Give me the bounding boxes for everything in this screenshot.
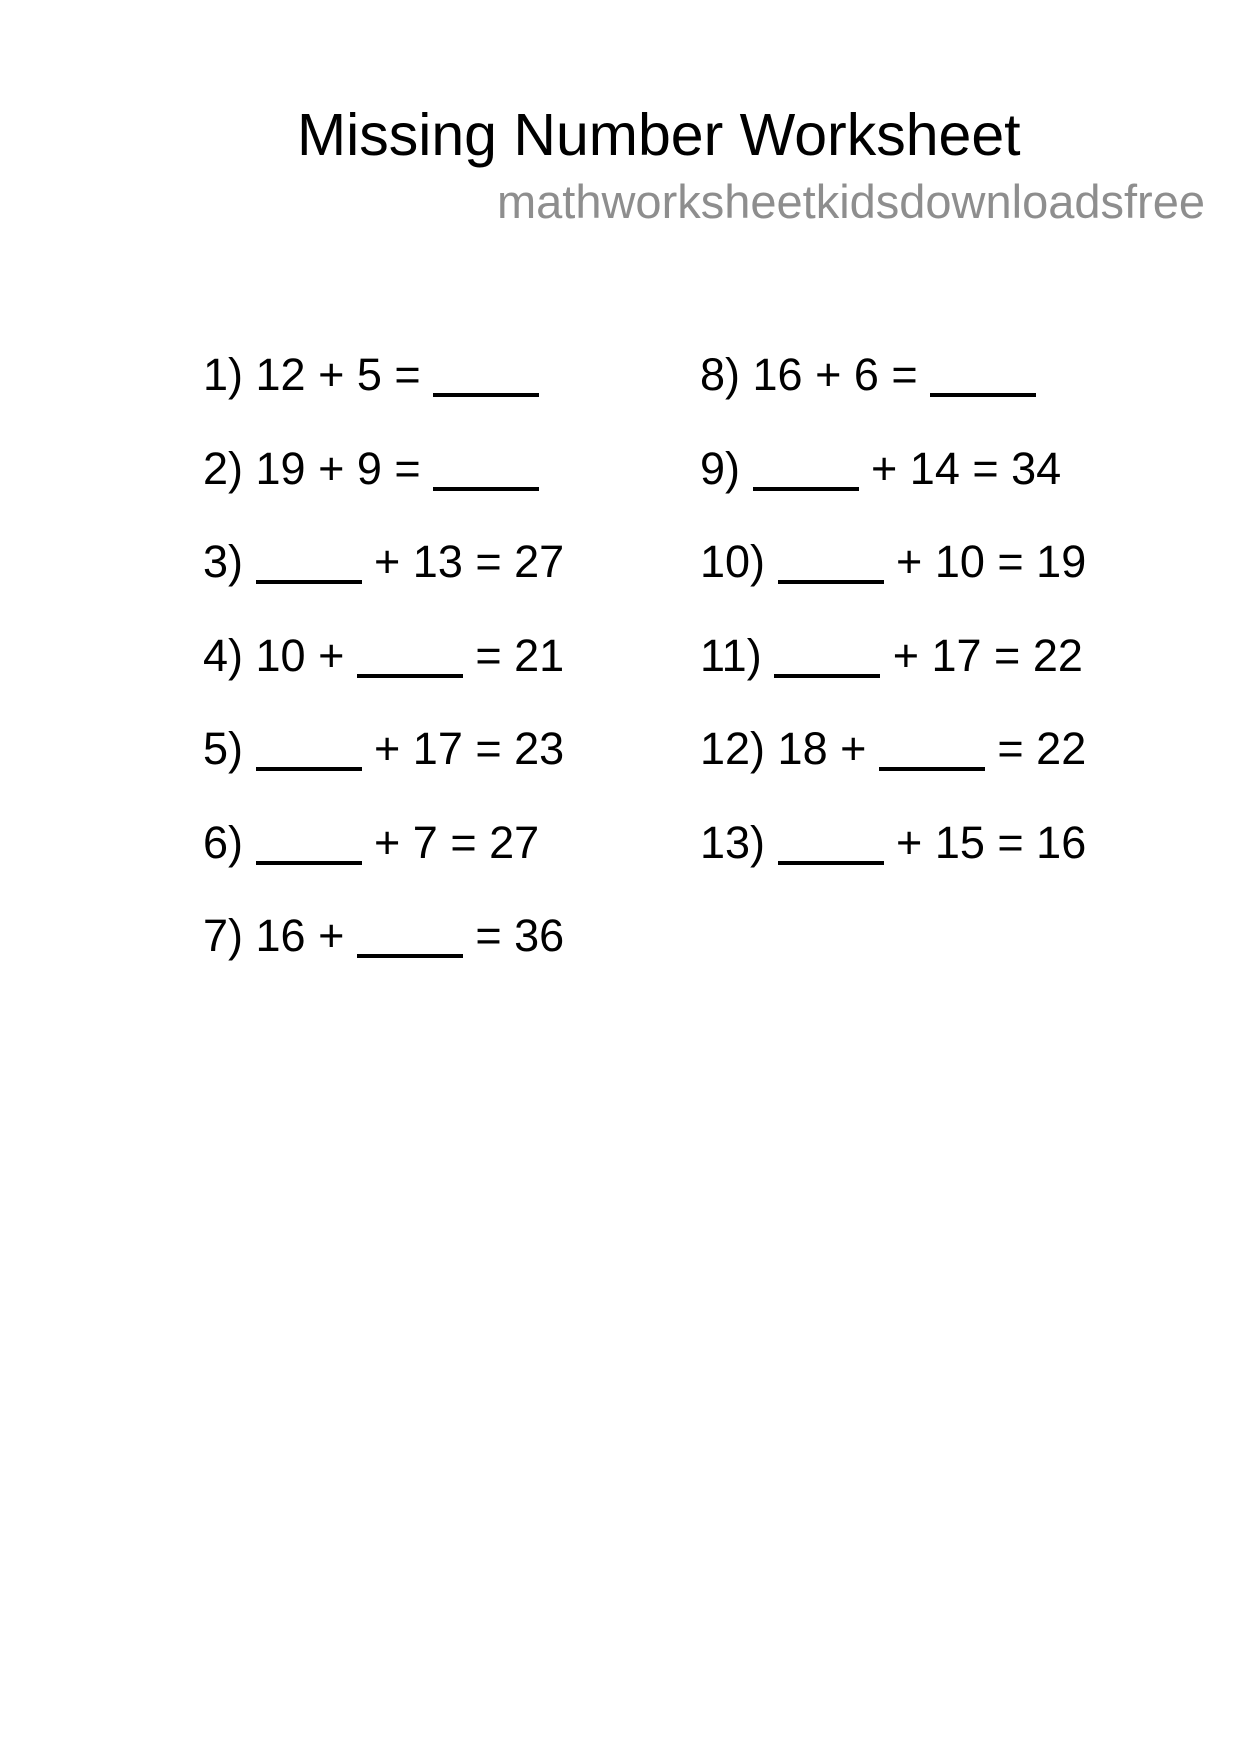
answer-blank <box>778 580 884 584</box>
problem-row-2 <box>203 422 564 516</box>
problem-text: 12) 18 + <box>700 723 879 774</box>
answer-blank <box>357 954 463 958</box>
answer-blank <box>879 767 985 771</box>
problem-row-4 <box>203 609 564 703</box>
problem-text: + 13 = 27 <box>361 536 565 587</box>
problem-text: 2) 19 + 9 = <box>203 442 434 494</box>
problem-text: 10) <box>700 536 778 587</box>
problem-text: + 10 = 19 <box>883 536 1087 587</box>
problem-text: = 36 <box>462 910 565 961</box>
answer-blank <box>357 674 463 678</box>
problem-text: 5) <box>203 723 256 774</box>
page-title: Missing Number Worksheet <box>297 102 1021 168</box>
problem-text: = 21 <box>462 629 565 681</box>
problem-row-13 <box>700 796 1086 890</box>
problem-text: 11) <box>700 629 775 681</box>
answer-blank <box>256 580 362 584</box>
problem-text: 3) <box>203 536 256 587</box>
problem-text: + 7 = 27 <box>361 816 540 868</box>
problem-text: 1) 12 + 5 = <box>203 349 434 400</box>
problem-row-12 <box>700 702 1086 796</box>
problem-text: + 17 = 23 <box>361 723 565 774</box>
answer-blank <box>256 861 362 865</box>
problem-row-3 <box>203 515 564 609</box>
answer-blank <box>433 487 539 491</box>
problem-text: 7) 16 + <box>203 910 357 961</box>
problem-text: 8) 16 + 6 = <box>700 349 931 400</box>
problem-text: 4) 10 + <box>203 629 357 681</box>
problem-row-1 <box>203 328 564 422</box>
problems-column-right <box>700 328 1086 889</box>
answer-blank <box>778 861 884 865</box>
problem-text: = 22 <box>984 723 1087 774</box>
answer-blank <box>256 767 362 771</box>
answer-blank <box>753 487 859 491</box>
problem-row-6 <box>203 796 564 890</box>
answer-blank <box>433 393 539 397</box>
answer-blank <box>930 393 1036 397</box>
problem-row-8 <box>700 328 1086 422</box>
problem-row-11 <box>700 609 1086 703</box>
problem-text: 6) <box>203 816 256 868</box>
problems-column-left <box>203 328 564 983</box>
problem-row-9 <box>700 422 1086 516</box>
problem-text: 9) <box>700 442 753 494</box>
problem-text: + 14 = 34 <box>858 442 1062 494</box>
watermark-text: mathworksheetkidsdownloadsfree <box>497 175 1205 228</box>
problem-text: + 17 = 22 <box>880 629 1083 681</box>
answer-blank <box>774 674 880 678</box>
problem-text: 13) <box>700 816 778 868</box>
problem-text: + 15 = 16 <box>883 816 1087 868</box>
problem-row-7 <box>203 889 564 983</box>
problem-row-5 <box>203 702 564 796</box>
problem-row-10 <box>700 515 1086 609</box>
